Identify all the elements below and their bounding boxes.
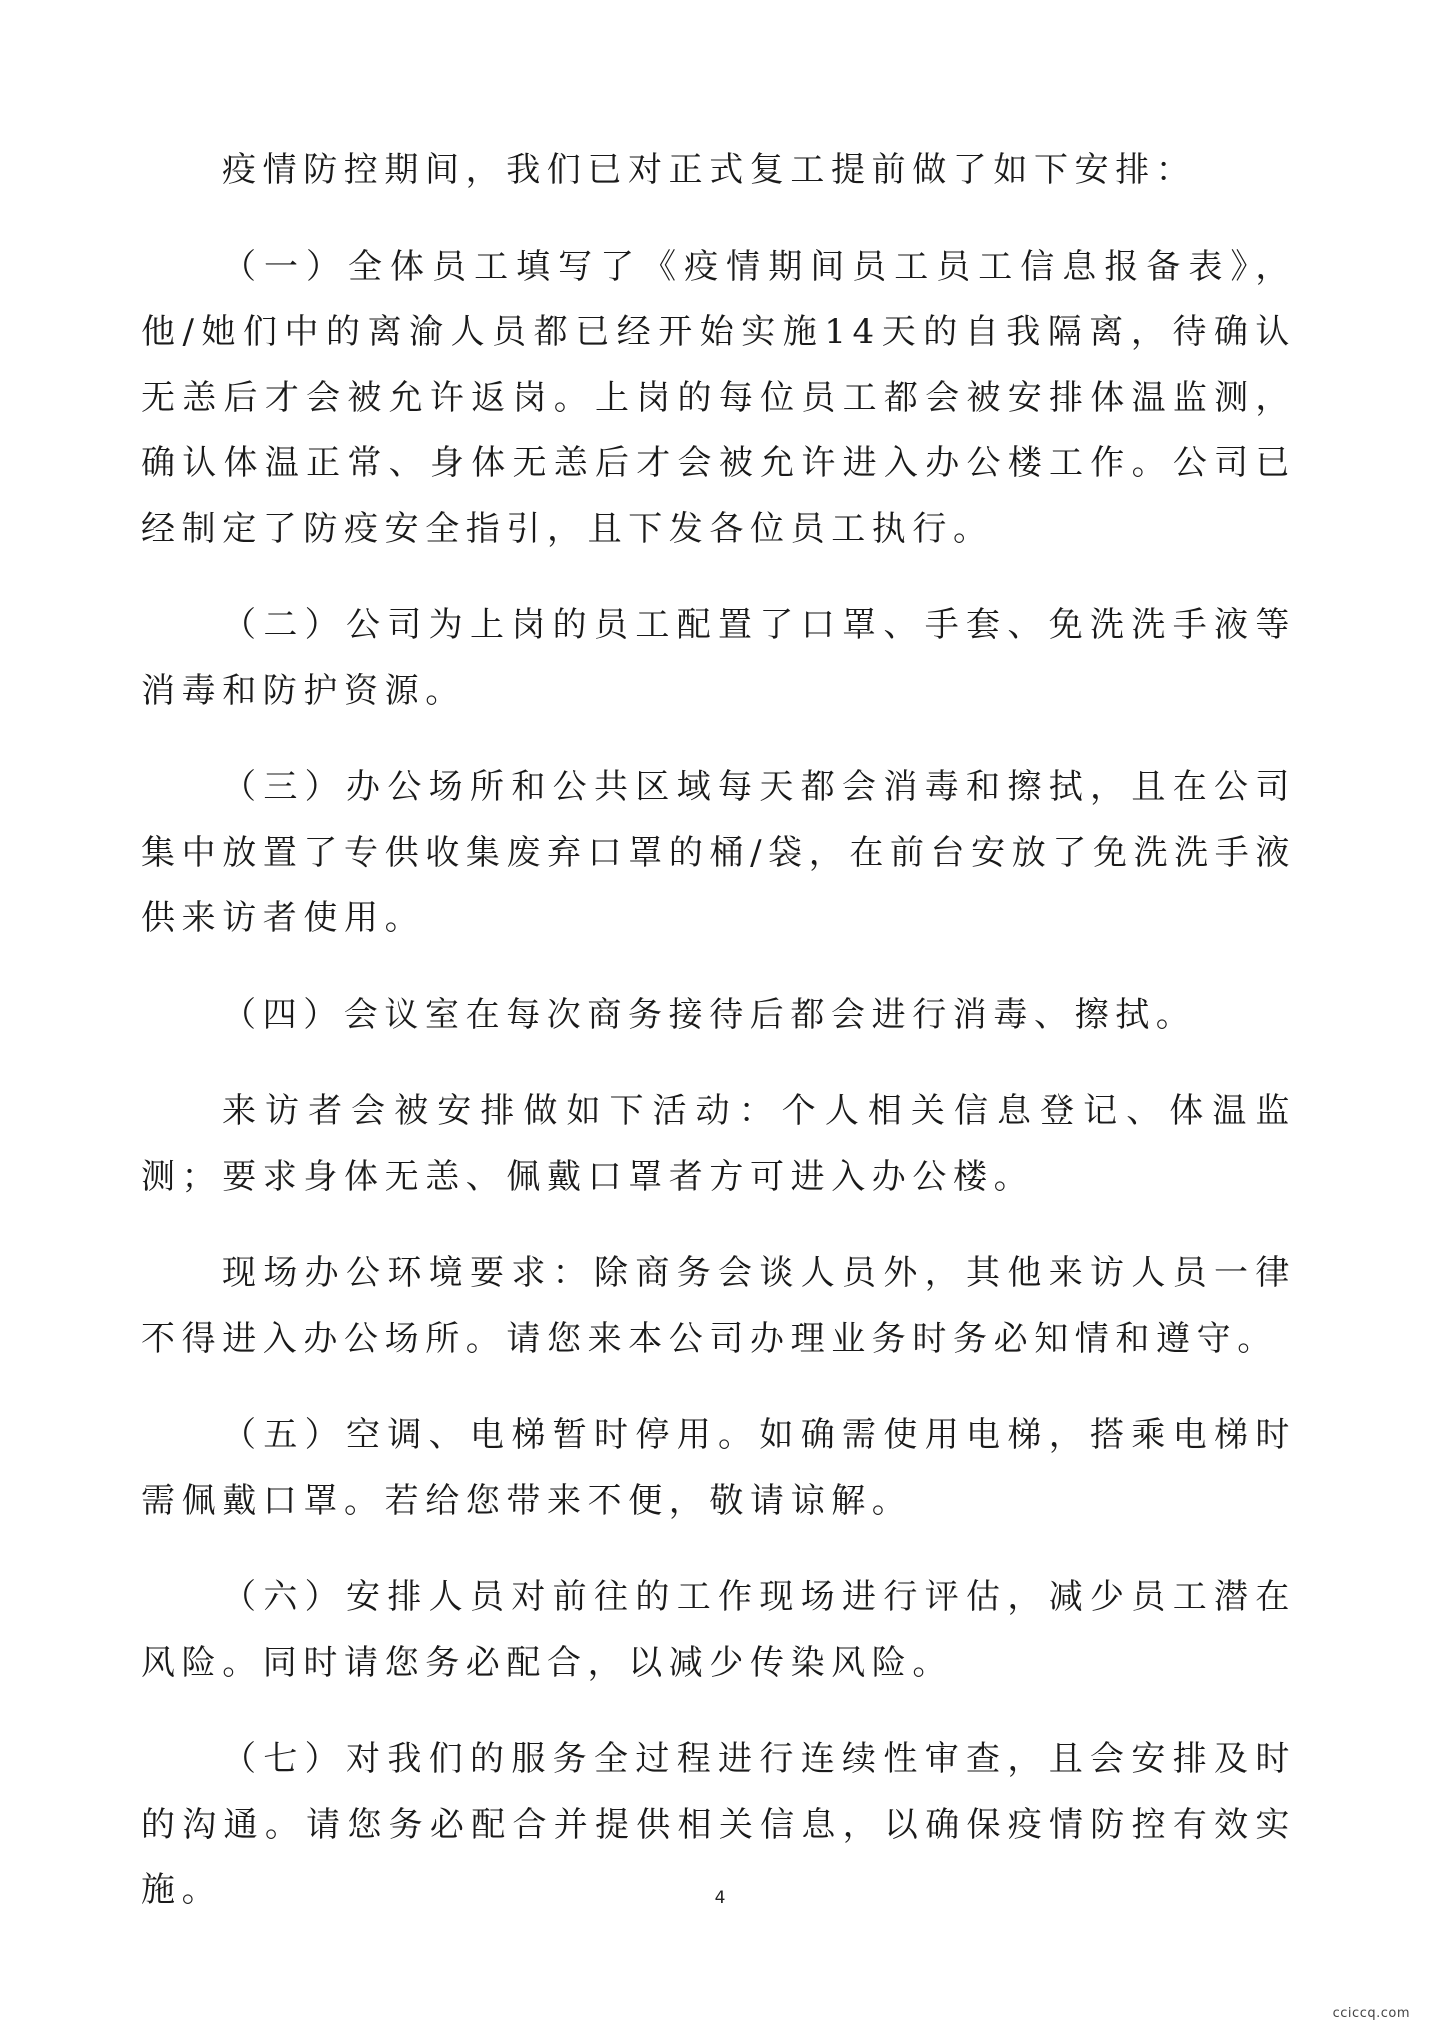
paragraph-item-3: （三）办公场所和公共区域每天都会消毒和擦拭，且在公司集中放置了专供收集废弃口罩的桶/袋，在前台安放了免洗洗手液供来访者使用。 (141, 767, 1296, 938)
paragraph-visitor-activities: 来访者会被安排做如下活动：个人相关信息登记、体温监测；要求身体无恙、佩戴口罩者方可进入办公楼。 (141, 1091, 1296, 1197)
paragraph-item-6: （六）安排人员对前往的工作现场进行评估，减少员工潜在风险。同时请您务必配合，以减少传染风险。 (141, 1577, 1296, 1683)
document-body (141, 138, 1296, 1955)
paragraph-item-7: （七）对我们的服务全过程进行连续性审查，且会安排及时的沟通。请您务必配合并提供相关信息，以确保疫情防控有效实施。 (141, 1739, 1296, 1910)
paragraph-intro: 疫情防控期间，我们已对正式复工提前做了如下安排： (222, 150, 1197, 190)
site-watermark: cciccq.com (1332, 2006, 1410, 2021)
paragraph-item-1: （一）全体员工填写了《疫情期间员工员工信息报备表》，他/她们中的离渝人员都已经开始实施14天的自我隔离，待确认无恙后才会被允许返岗。上岗的每位员工都会被安排体温监测，确认体温正常、身体无恙后才会被允许进入办公楼工作。公司已经制定了防疫安全指引，且下发各位员工执行。 (141, 246, 1296, 549)
paragraph-office-requirements: 现场办公环境要求：除商务会谈人员外，其他来访人员一律不得进入办公场所。请您来本公司办理业务时务必知情和遵守。 (141, 1253, 1296, 1359)
paragraph-item-4: （四）会议室在每次商务接待后都会进行消毒、擦拭。 (222, 994, 1197, 1035)
paragraph-item-5: （五）空调、电梯暂时停用。如确需使用电梯，搭乘电梯时需佩戴口罩。若给您带来不便，敬请谅解。 (141, 1415, 1296, 1521)
page-number: 4 (714, 1888, 726, 1908)
paragraph-item-2: （二）公司为上岗的员工配置了口罩、手套、免洗洗手液等消毒和防护资源。 (141, 605, 1296, 711)
